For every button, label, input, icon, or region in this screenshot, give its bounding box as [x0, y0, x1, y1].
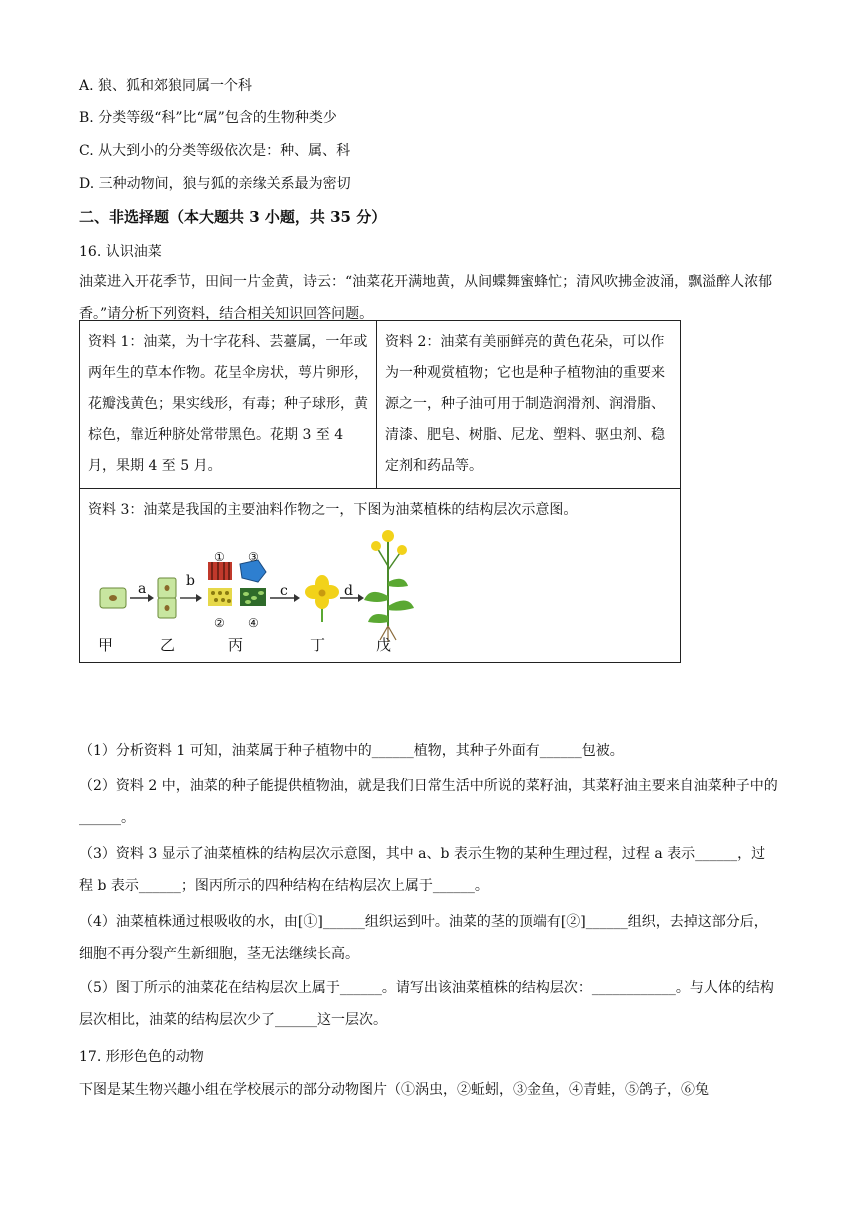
cell-yi-icon	[158, 578, 176, 618]
circle-label-2: ②	[214, 616, 225, 630]
q16-intro: 油菜进入开花季节，田间一片金黄，诗云：“油菜花开满地黄，从间蝶舞蜜蜂忙；清风吹拂金波涌，飘溢醉人浓郁香。”请分析下列资料，结合相关知识回答问题。	[79, 274, 773, 322]
material-2: 资料 2：油菜有美丽鲜亮的黄色花朵，可以作为一种观赏植物；它也是种子植物油的重要来源之一，种子油可用于制造润滑剂、润滑脂、清漆、肥皂、树脂、尼龙、塑料、驱虫剂、稳定剂和药品等。	[377, 321, 681, 489]
material-3-text: 资料 3：油菜是我国的主要油料作物之一，下图为油菜植株的结构层次示意图。	[88, 502, 578, 518]
materials-table	[79, 320, 681, 663]
cell-jia-icon	[100, 588, 126, 608]
arrow-label-b: b	[186, 573, 195, 589]
structure-diagram-svg	[88, 526, 508, 656]
option-b: B. 分类等级“科”比“属”包含的生物种类少	[79, 110, 337, 126]
q16-question-2: （2）资料 2 中，油菜的种子能提供植物油，就是我们日常生活中所说的菜籽油，其菜籽油主要来自油菜种子中的______。	[79, 778, 778, 826]
option-a: A. 狼、狐和郊狼同属一个科	[79, 78, 253, 94]
option-c: C. 从大到小的分类等级依次是：种、属、科	[79, 143, 351, 159]
circle-label-3: ③	[248, 550, 259, 564]
q17-title: 17. 形形色色的动物	[79, 1049, 204, 1065]
q16-question-5: （5）图丁所示的油菜花在结构层次上属于______。请写出该油菜植株的结构层次：____________。与人体的结构层次相比，油菜的结构层次少了______这一层次。	[79, 980, 774, 1028]
rapeseed-plant-icon	[364, 530, 414, 642]
arrow-label-d: d	[344, 583, 353, 599]
stage-label-wu: 戊	[376, 636, 392, 654]
tissue-4-icon	[240, 588, 266, 606]
q16-question-3: （3）资料 3 显示了油菜植株的结构层次示意图，其中 a、b 表示生物的某种生理过程，过程 a 表示______，过程 b 表示______；图丙所示的四种结构在结构层次上属于______。	[79, 846, 766, 894]
stage-label-ding: 丁	[310, 636, 326, 654]
arrow-label-c: c	[280, 583, 288, 599]
circle-label-1: ①	[214, 550, 225, 564]
material-1: 资料 1：油菜，为十字花科、芸薹属，一年或两年生的草本作物。花呈伞房状，萼片卵形，花瓣浅黄色；果实线形，有毒；种子球形，黄棕色，靠近种脐处常带黑色。花期 3 至 4 月，果期 4 至 5 月。	[80, 321, 377, 489]
structure-diagram	[88, 526, 672, 656]
q16-question-4: （4）油菜植株通过根吸收的水，由[①]______组织运到叶。油菜的茎的顶端有[②]______组织，去掉这部分后，细胞不再分裂产生新细胞，茎无法继续长高。	[79, 914, 768, 962]
stage-label-bing: 丙	[228, 636, 244, 654]
tissue-2-icon	[208, 588, 232, 606]
flower-icon	[305, 575, 339, 622]
section-heading: 二、非选择题（本大题共 3 小题，共 35 分）	[79, 208, 387, 226]
option-d: D. 三种动物间，狼与狐的亲缘关系最为密切	[79, 176, 351, 192]
q16-question-1: （1）分析资料 1 可知，油菜属于种子植物中的______植物，其种子外面有______包被。	[79, 743, 624, 759]
q16-title: 16. 认识油菜	[79, 244, 162, 260]
circle-label-4: ④	[248, 616, 259, 630]
q17-intro: 下图是某生物兴趣小组在学校展示的部分动物图片（①涡虫，②蚯蚓，③金鱼，④青蛙，⑤鸽子，⑥兔	[79, 1082, 709, 1098]
material-3-cell	[80, 489, 681, 663]
stage-label-jia: 甲	[98, 636, 114, 654]
stage-label-yi: 乙	[160, 636, 176, 654]
arrow-label-a: a	[138, 581, 147, 597]
